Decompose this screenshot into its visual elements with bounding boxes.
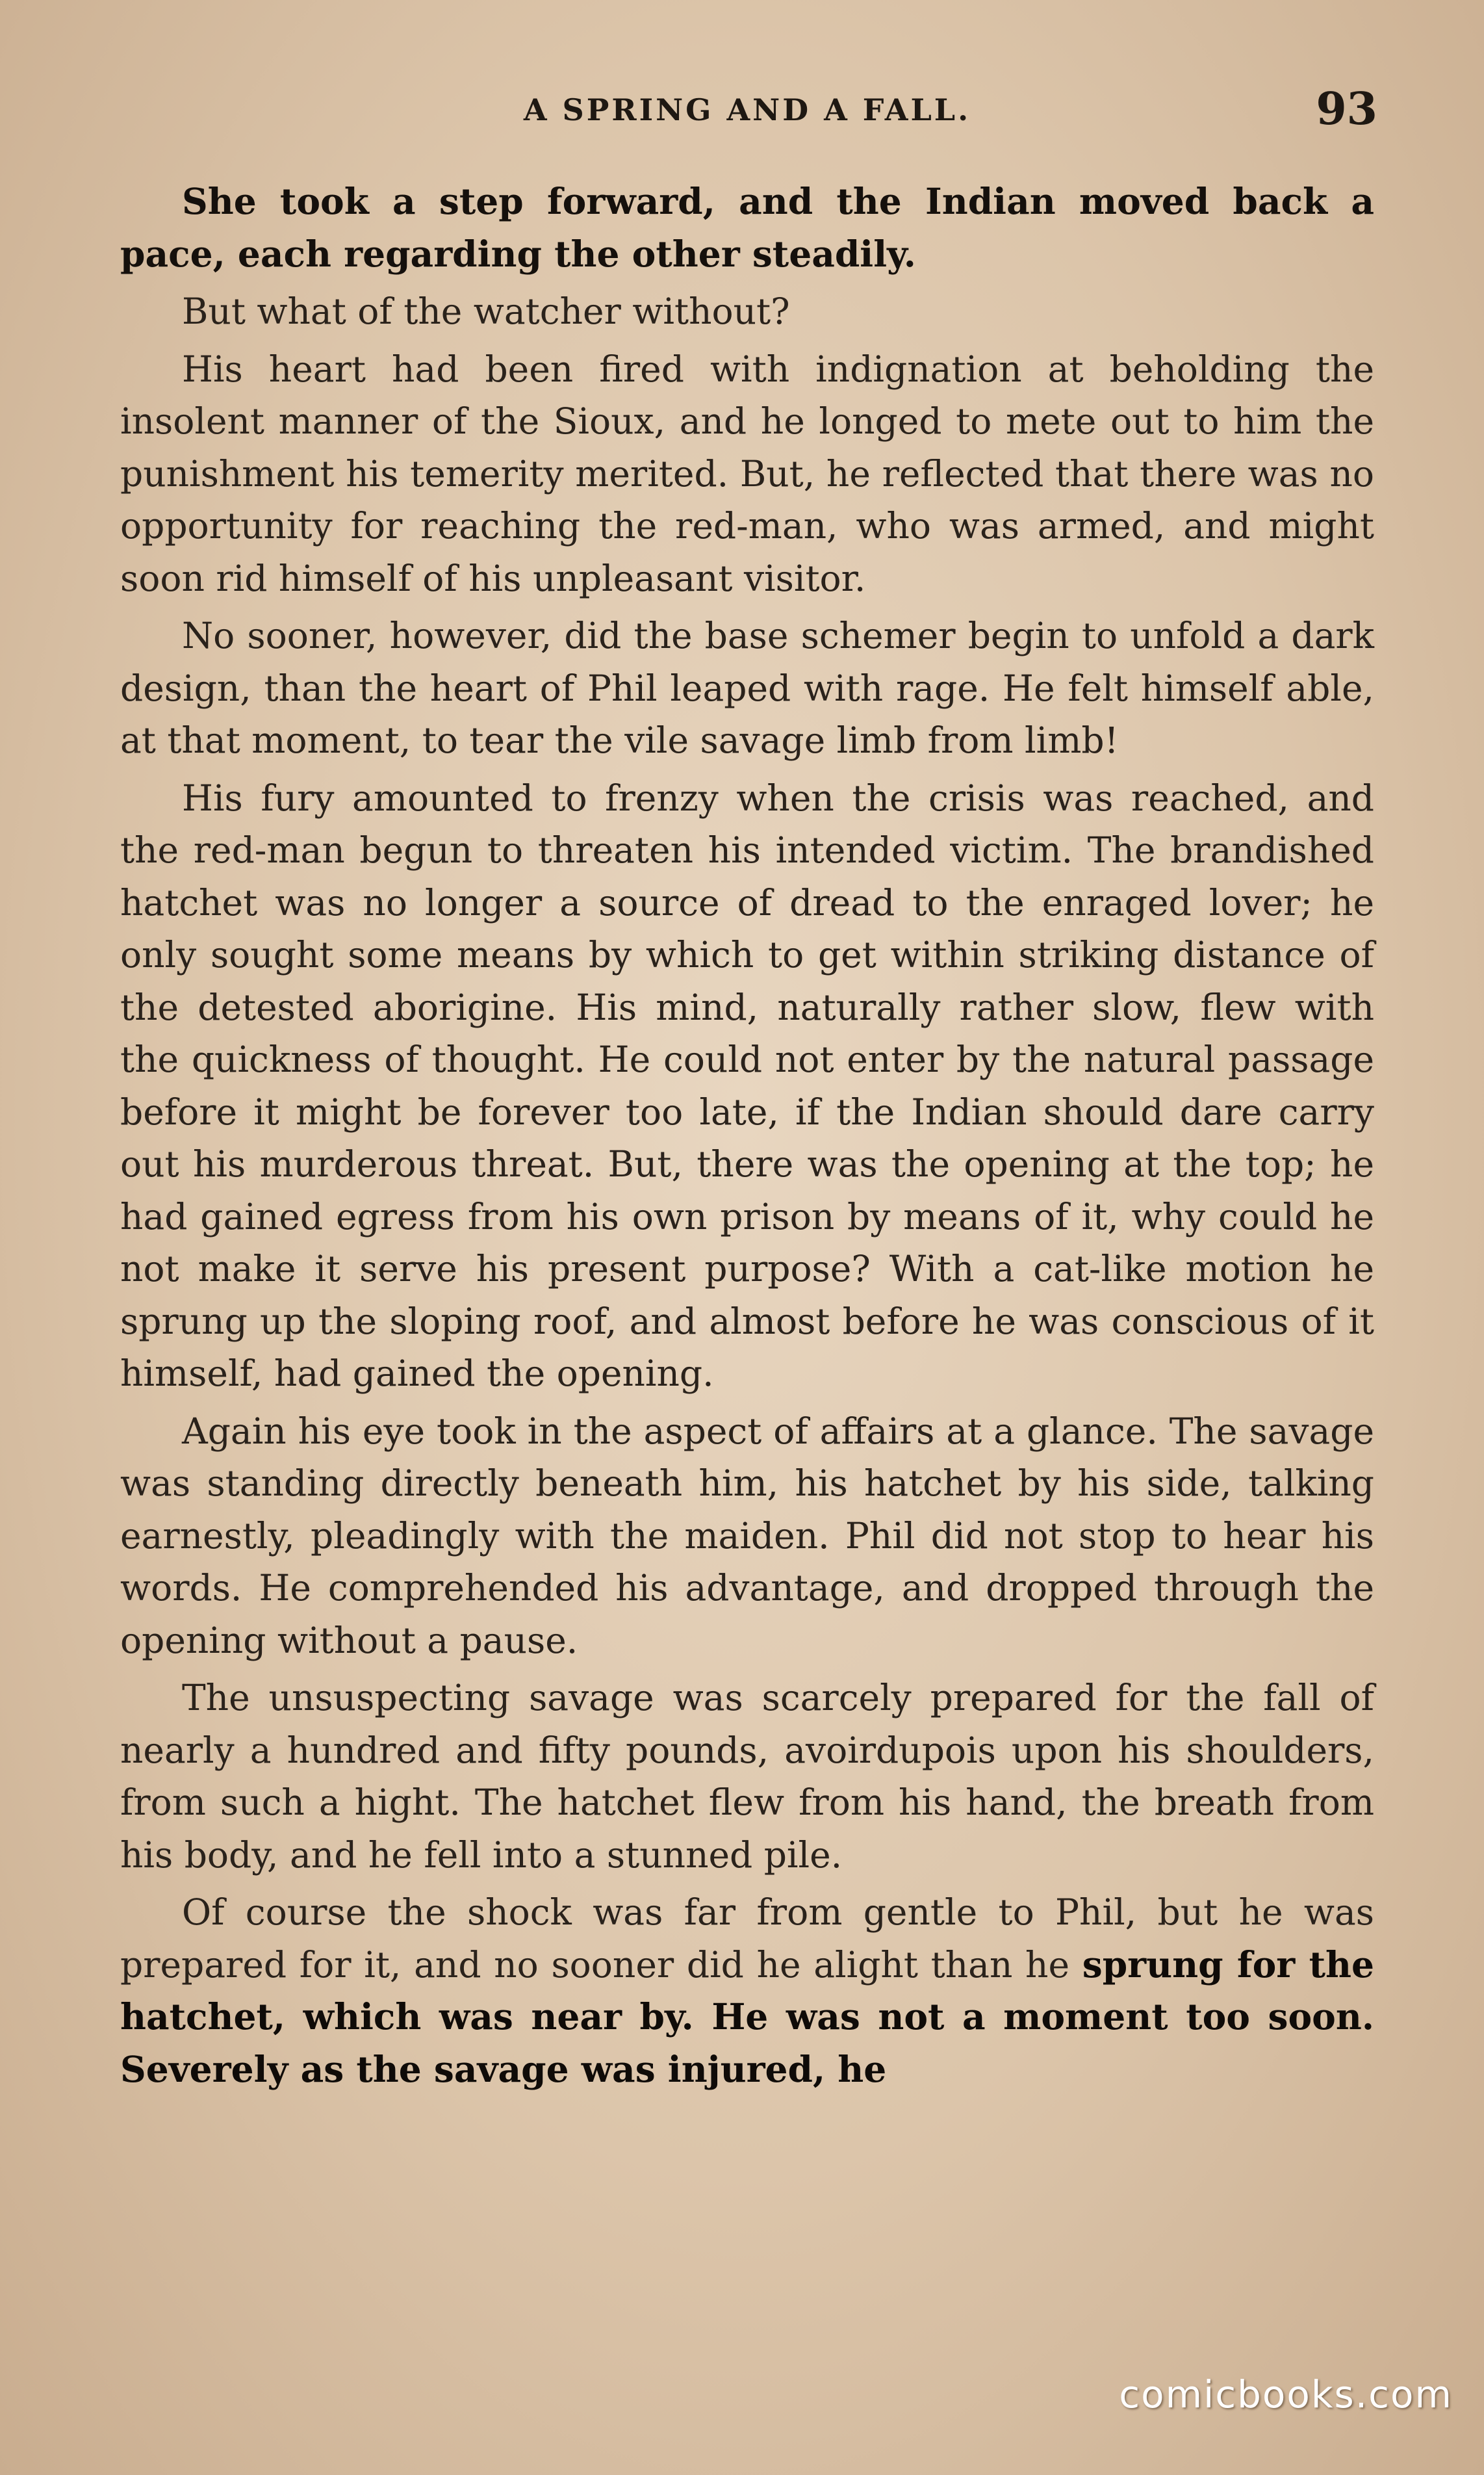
paragraph-1: She took a step forward, and the Indian moved back a pace, each regarding the other steadily.	[120, 180, 1374, 275]
running-title: A SPRING AND A FALL.	[523, 92, 971, 127]
paragraph-4: No sooner, however, did the base schemer begin to unfold a dark design, than the heart of Phil leaped with rage. He felt himself able, at that moment, to tear the vile savage limb from limb!	[120, 615, 1374, 761]
page-header	[117, 78, 1377, 143]
paragraph-7: The unsuspecting savage was scarcely prepared for the fall of nearly a hundred and fifty pounds, avoirdupois upon his shoulders, from such a hight. The hatchet flew from his hand, the breath from his body, and he fell into a stunned pile.	[120, 1677, 1374, 1876]
paragraph-8-bold-end: sprung for the hatchet, which was near by. He was not a moment too soon. Severely as the savage was injured, he	[120, 1943, 1374, 2090]
paragraph-8	[120, 1886, 1374, 2095]
paragraph-3: His heart had been fired with indignation at beholding the insolent manner of the Sioux, and he longed to mete out to him the punishment his temerity merited. But, he reflected that there was no opportunity for reaching the red-man, who was armed, and might soon rid himself of his unpleasant visitor.	[120, 348, 1374, 599]
paragraph-6: Again his eye took in the aspect of affairs at a glance. The savage was standing directly beneath him, his hatchet by his side, talking earnestly, pleadingly with the maiden. Phil did not stop to hear his words. He comprehended his advantage, and dropped through the opening without a pause.	[120, 1410, 1374, 1661]
paragraph-8-start: Of course the shock was far from gentle to Phil, but he was prepared for it, and no sooner did he alight than he	[120, 1891, 1374, 1986]
paragraph-5: His fury amounted to frenzy when the crisis was reached, and the red-man begun to threaten his intended victim. The brandished hatchet was no longer a source of dread to the enraged lover; he only sought some means by which to get within striking distance of the detested aborigine. His mind, naturally rather slow, flew with the quickness of thought. He could not enter by the natural passage before it might be forever too late, if the Indian should dare carry out his murderous threat. But, there was the opening at the top; he had gained egress from his own prison by means of it, why could he not make it serve his present purpose? With a cat-like motion he sprung up the sloping roof, and almost before he was conscious of it himself, had gained the opening.	[120, 777, 1374, 1394]
watermark: comicbooks.com	[1119, 2372, 1453, 2417]
body-text	[120, 175, 1374, 2101]
page-number: 93	[1316, 83, 1377, 135]
paragraph-2: But what of the watcher without?	[182, 291, 790, 332]
